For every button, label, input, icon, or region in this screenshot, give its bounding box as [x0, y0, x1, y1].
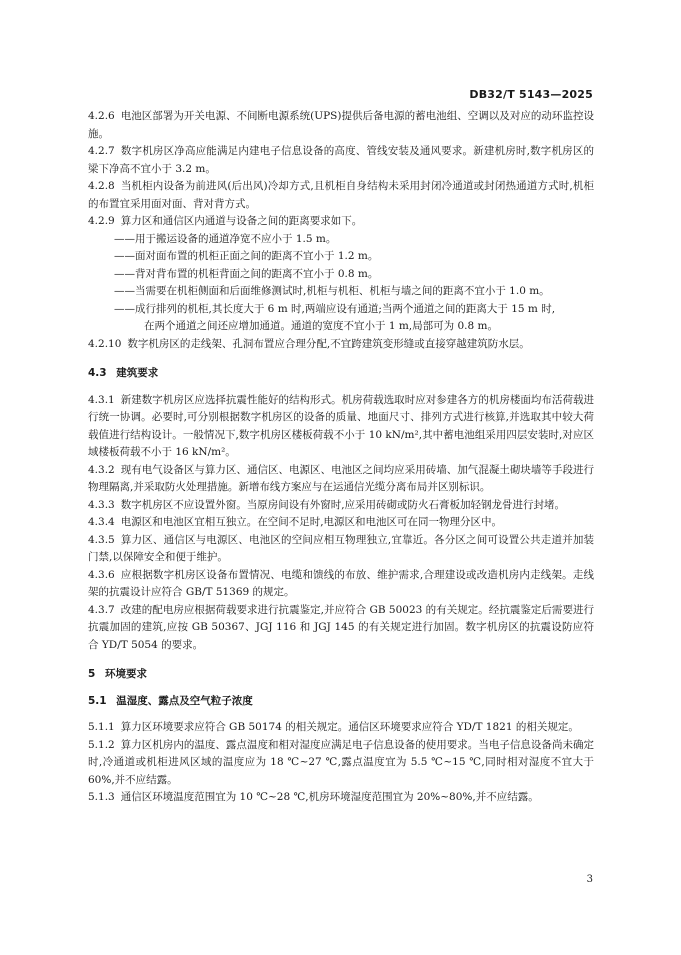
clause-4-3-3: 4.3.3 数字机房区不应设置外窗。当原房间设有外窗时,应采用砖砌或防火石膏板加轻钢龙骨进行封堵。: [88, 498, 566, 511]
clause-4-3-7: 4.3.7 改建的配电房应根据荷载要求进行抗震鉴定,并应符合 GB 50023 的有关规定。经抗震鉴定后需要进行抗震加固的建筑,应按 GB 50367、JGJ 116 和 JGJ 145 的有关规定进行加固。数字机房区的抗震设防应符合 YD/T 5054 的要求。: [88, 603, 594, 651]
clause-4-2-6: 4.2.6 电池区部署为开关电源、不间断电源系统(UPS)提供后备电源的蓄电池组、空调以及对应的动环监控设施。: [88, 110, 594, 140]
page-content: [88, 108, 594, 807]
clause-4-2-7: 4.2.7 数字机房区净高应能满足内建电子信息设备的高度、管线安装及通风要求。新建机房时,数字机房区的梁下净高不宜小于 3.2 m。: [88, 145, 594, 175]
dash-item-continuation: 在两个通道之间还应增加通道。通道的宽度不宜小于 1 m,局部可为 0.8 m。: [144, 320, 498, 332]
clause-4-2-10: 4.2.10 数字机房区的走线架、孔洞布置应合理分配,不宜跨建筑变形缝或直接穿越建筑防水层。: [88, 337, 530, 350]
dash-item: ——用于搬运设备的通道净宽不应小于 1.5 m。: [114, 232, 337, 245]
clause-5-1-1: 5.1.1 算力区环境要求应符合 GB 50174 的相关规定。通信区环境要求应符合 YD/T 1821 的相关规定。: [88, 721, 579, 733]
page-number: 3: [586, 874, 593, 885]
section-heading-4-3: 4.3 建筑要求: [88, 367, 159, 379]
clause-4-3-5: 4.3.5 算力区、通信区与电源区、电池区的空间应相互物理独立,宜靠近。各分区之间可设置公共走道并加装门禁,以保障安全和便于维护。: [88, 533, 594, 563]
clause-4-3-4: 4.3.4 电源区和电池区宜相互独立。在空间不足时,电源区和电池区可在同一物理分区中。: [88, 516, 503, 528]
clause-4-3-6: 4.3.6 应根据数字机房区设备布置情况、电缆和馈线的布放、维护需求,合理建设或改造机房内走线架。走线架的抗震设计应符合 GB/T 51369 的规定。: [88, 568, 594, 598]
clause-4-3-1: 4.3.1 新建数字机房区应选择抗震性能好的结构形式。机房荷载选取时应对参建各方的机房楼面均布活荷载进行统一协调。必要时,可分别根据数字机房区的设备的质量、地面尺寸、排列方式进行核算,并选取其中较大荷载值进行结构设计。一般情况下,数字机房区楼板荷载不小于 10 kN/m²,其中蓄电池组采用四层安装时,对应区域楼板荷载不小于 16 kN/m²。: [88, 393, 594, 458]
dash-item: ——面对面布置的机柜正面之间的距离不宜小于 1.2 m。: [114, 250, 379, 262]
dash-item: ——成行排列的机柜,其长度大于 6 m 时,两端应设有通道;当两个通道之间的距离大于 15 m 时,: [114, 302, 556, 315]
section-heading-5-1: 5.1 温湿度、露点及空气粒子浓度: [88, 694, 253, 707]
standard-code: DB32/T 5143—2025: [469, 88, 593, 101]
clause-4-2-8: 4.2.8 当机柜内设备为前进风(后出风)冷却方式,且机柜自身结构未采用封闭冷通道或封闭热通道方式时,机柜的布置宜采用面对面、背对背方式。: [88, 180, 594, 210]
clause-4-3-2: 4.3.2 现有电气设备区与算力区、通信区、电源区、电池区之间均应采用砖墙、加气混凝土砌块墙等手段进行物理隔离,并采取防火处理措施。新增布线方案应与在运通信光缆分离布局并区别标识。: [88, 463, 594, 493]
clause-4-2-9: 4.2.9 算力区和通信区内通道与设备之间的距离要求如下。: [88, 215, 363, 227]
dash-item: ——当需要在机柜侧面和后面维修测试时,机柜与机柜、机柜与墙之间的距离不宜小于 1.0 m。: [114, 285, 550, 297]
clause-5-1-3: 5.1.3 通信区环境温度范围宜为 10 ℃~28 ℃,机房环境湿度范围宜为 20%~80%,并不应结露。: [88, 791, 539, 803]
dash-item: ——背对背布置的机柜背面之间的距离不宜小于 0.8 m。: [114, 267, 379, 280]
clause-5-1-2: 5.1.2 算力区机房内的温度、露点温度和相对湿度应满足电子信息设备的使用要求。当电子信息设备尚未确定时,冷通道或机柜进风区域的温度应为 18 ℃~27 ℃,露点温度宜为 5.5 ℃~15 ℃,同时相对湿度不宜大于 60%,并不应结露。: [88, 738, 594, 786]
chapter-heading-5: 5 环境要求: [88, 668, 147, 680]
